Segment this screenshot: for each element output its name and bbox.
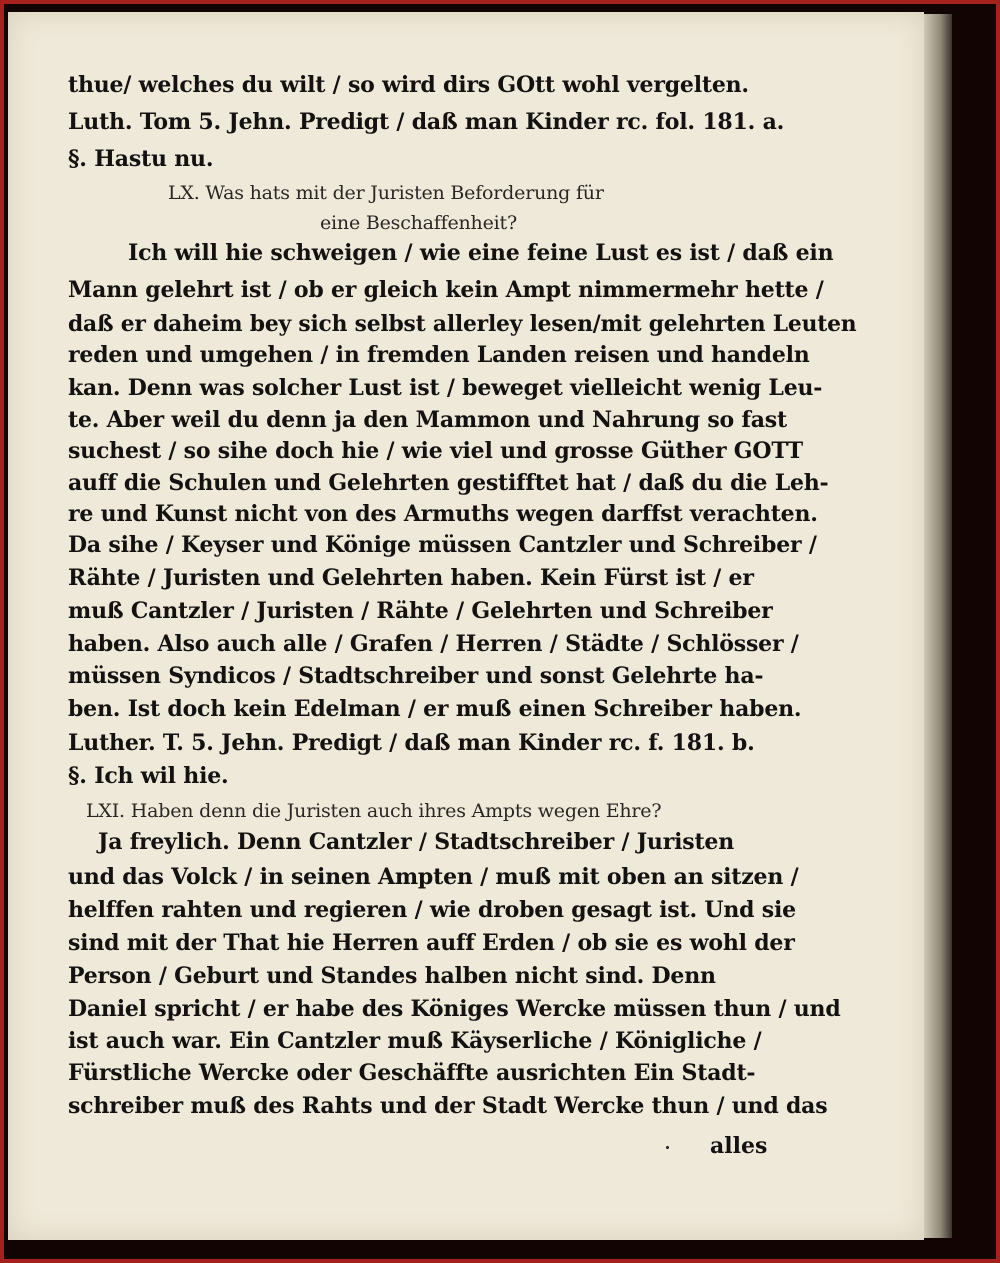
- page-edge-shadow: [924, 14, 952, 1238]
- text-line: te. Aber weil du denn ja den Mammon und Nahrung so fast: [68, 407, 787, 433]
- text-line: Mann gelehrt ist / ob er gleich kein Ampt nimmermehr hette /: [68, 277, 824, 303]
- ink-speck: [666, 1146, 669, 1149]
- text-line: haben. Also auch alle / Grafen / Herren / Städte / Schlösser /: [68, 631, 799, 657]
- text-line: auff die Schulen und Gelehrten gestifftet hat / daß du die Leh-: [68, 470, 829, 496]
- text-line: re und Kunst nicht von des Armuths wegen darffst verachten.: [68, 501, 818, 527]
- text-line: §. Ich wil hie.: [68, 763, 229, 789]
- text-line: Ja freylich. Denn Cantzler / Stadtschreiber / Juristen: [98, 829, 735, 855]
- section-heading-lx-cont: eine Beschaffenheit?: [320, 212, 517, 234]
- text-line: thue/ welches du wilt / so wird dirs GOtt wohl vergelten.: [68, 72, 749, 98]
- section-heading-lx: LX. Was hats mit der Juristen Beforderung für: [168, 182, 604, 204]
- text-line: Luth. Tom 5. Jehn. Predigt / daß man Kinder rc. fol. 181. a.: [68, 109, 785, 135]
- text-line: Fürstliche Wercke oder Geschäffte ausrichten Ein Stadt-: [68, 1060, 756, 1086]
- text-line: Luther. T. 5. Jehn. Predigt / daß man Kinder rc. f. 181. b.: [68, 730, 755, 756]
- text-line: helffen rahten und regieren / wie droben gesagt ist. Und sie: [68, 897, 796, 923]
- text-line: Da sihe / Keyser und Könige müssen Cantzler und Schreiber /: [68, 532, 817, 558]
- text-line: reden und umgehen / in fremden Landen reisen und handeln: [68, 342, 810, 368]
- text-line: Rähte / Juristen und Gelehrten haben. Kein Fürst ist / er: [68, 565, 754, 591]
- text-line: suchest / so sihe doch hie / wie viel und grosse Güther GOTT: [68, 438, 803, 464]
- text-line: §. Hastu nu.: [68, 146, 214, 172]
- text-line: müssen Syndicos / Stadtschreiber und sonst Gelehrte ha-: [68, 663, 764, 689]
- book-page: [8, 12, 924, 1240]
- text-line: ben. Ist doch kein Edelman / er muß einen Schreiber haben.: [68, 696, 802, 722]
- text-line: kan. Denn was solcher Lust ist / beweget vielleicht wenig Leu-: [68, 375, 823, 401]
- text-line: sind mit der That hie Herren auff Erden / ob sie es wohl der: [68, 930, 795, 956]
- text-line: Person / Geburt und Standes halben nicht sind. Denn: [68, 963, 716, 989]
- catchword: alles: [710, 1133, 768, 1159]
- text-line: daß er daheim bey sich selbst allerley lesen/mit gelehrten Leuten: [68, 311, 857, 337]
- text-line: und das Volck / in seinen Ampten / muß mit oben an sitzen /: [68, 864, 799, 890]
- text-line: muß Cantzler / Juristen / Rähte / Gelehrten und Schreiber: [68, 598, 773, 624]
- text-line: schreiber muß des Rahts und der Stadt Wercke thun / und das: [68, 1093, 828, 1119]
- text-line: ist auch war. Ein Cantzler muß Käyserliche / Königliche /: [68, 1028, 762, 1054]
- text-line: Daniel spricht / er habe des Königes Wercke müssen thun / und: [68, 996, 841, 1022]
- text-line: Ich will hie schweigen / wie eine feine Lust es ist / daß ein: [128, 240, 834, 266]
- section-heading-lxi: LXI. Haben denn die Juristen auch ihres Ampts wegen Ehre?: [86, 800, 662, 822]
